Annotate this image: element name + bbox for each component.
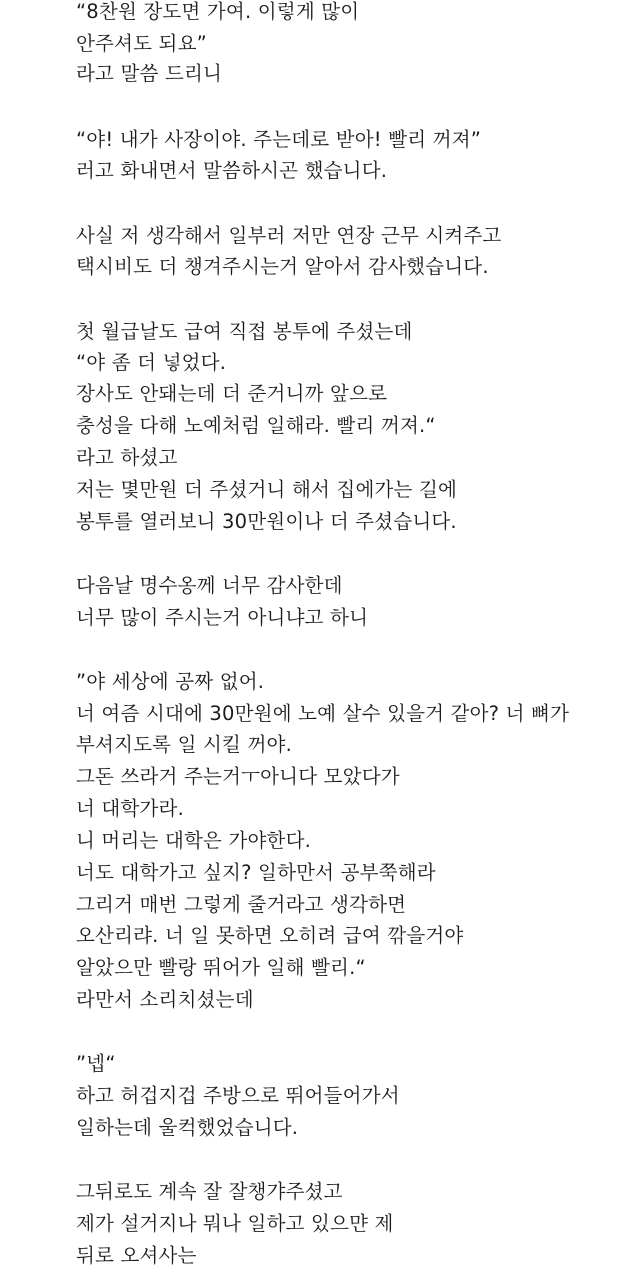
text-line: 너무 많이 주시는거 아니냐고 하니 (76, 606, 369, 629)
text-line: 장사도 안돼는데 더 준거니까 앞으로 (76, 382, 388, 405)
text-line: “야! 내가 사장이야. 주는데로 받아! 빨리 꺼져” (76, 128, 482, 151)
text-line: 너도 대학가고 싶지? 일하만서 공부쭉해라 (76, 861, 436, 884)
text-line: “야 좀 더 넣었다. (76, 351, 227, 374)
text-line: 일하는데 울컥했었습니다. (76, 1116, 299, 1139)
text-line: 안주셔도 되요” (76, 32, 207, 55)
text-line: 러고 화내면서 말씀하시곤 했습니다. (76, 159, 388, 182)
text-line: 충성을 다해 노예처럼 일해라. 빨리 꺼져.“ (76, 414, 436, 437)
text-line: ”야 세상에 공짜 없어. (76, 670, 265, 693)
text-line: 알았으만 빨랑 뛰어가 일해 빨리.“ (76, 956, 366, 979)
text-line: “8찬원 장도면 가여. 이렇게 많이 (76, 0, 360, 23)
text-line: 그돈 쓰라거 주는거ㅜ아니다 모았다가 (76, 765, 400, 788)
text-line: 너 대학가라. (76, 797, 184, 820)
text-line: 택시비도 더 챙겨주시는거 알아서 감사했습니다. (76, 255, 489, 278)
text-line: ”넵“ (76, 1052, 116, 1075)
text-line: 사실 저 생각해서 일부러 저만 연장 근무 시켜주고 (76, 224, 502, 247)
text-line: 뒤로 오셔사는 (76, 1244, 197, 1267)
text-line: 부셔지도록 일 시킬 꺼야. (76, 733, 292, 756)
text-line: 라만서 소리치셨는데 (76, 988, 254, 1011)
text-line: 제가 설거지나 뭐나 일하고 있으먄 제 (76, 1212, 394, 1235)
text-line: 그리거 매번 그렇게 줄거라고 생각하면 (76, 893, 407, 916)
text-line: 니 머리는 대학은 가야한다. (76, 829, 312, 852)
text-line: 첫 월급날도 급여 직접 봉투에 주셨는데 (76, 320, 413, 343)
text-line: 다음날 명수옹께 너무 감사한데 (76, 574, 343, 597)
text-line: 오산리랴. 너 일 못하면 오히려 급여 깎을거야 (76, 924, 464, 947)
text-line: 저는 몇만원 더 주셨거니 해서 집에가는 길에 (76, 478, 458, 501)
text-line: 하고 허겁지겁 주방으로 뛰어들어가서 (76, 1084, 400, 1107)
text-line: 봉투를 열러보니 30만원이나 더 주셨습니다. (76, 510, 457, 533)
text-line: 라고 하셨고 (76, 446, 178, 469)
text-line: 라고 말씀 드리니 (76, 62, 223, 85)
text-line: 그뒤로도 계속 잘 잘챙갸주셨고 (76, 1180, 343, 1203)
text-line: 너 여즘 시대에 30만원에 노예 살수 있을거 같아? 너 뼈가 (76, 702, 570, 725)
